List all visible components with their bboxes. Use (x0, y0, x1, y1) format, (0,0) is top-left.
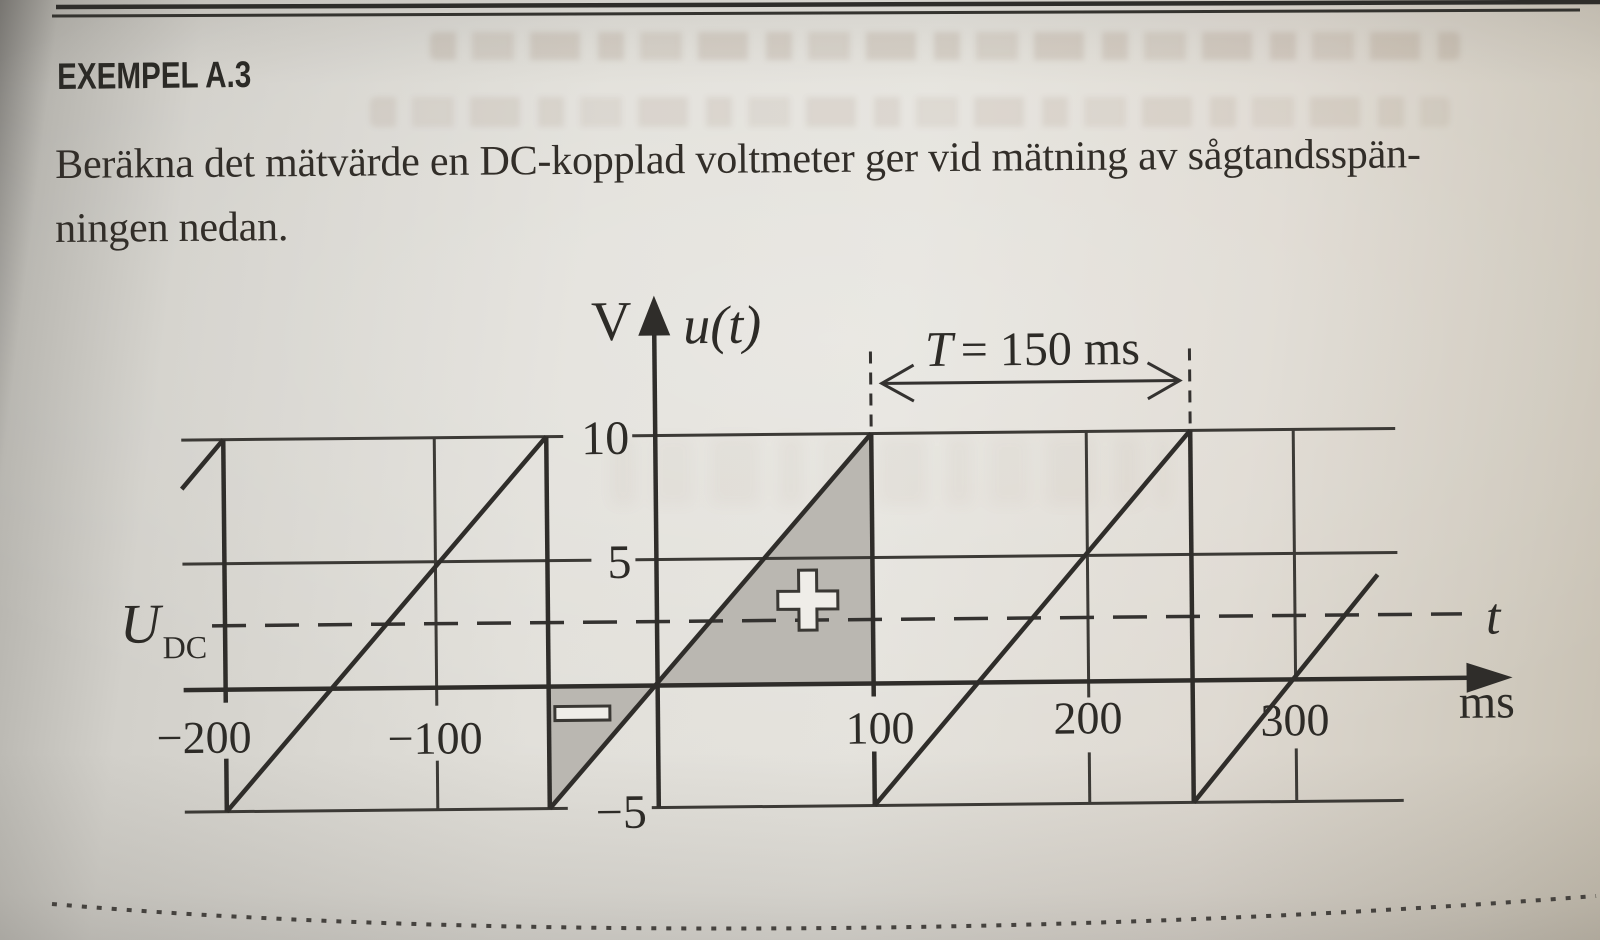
x-tick-300: 300 (1260, 694, 1330, 746)
page-bottom-dotted-rule (52, 896, 1596, 929)
example-heading: EXEMPEL A.3 (57, 53, 252, 97)
page-top-rule-2 (52, 10, 1580, 16)
t-axis-unit-label: ms (1458, 675, 1516, 729)
sawtooth-diagram (117, 282, 1516, 843)
x-tick-200: 200 (1053, 692, 1123, 744)
t-axis-label: t (1485, 588, 1501, 646)
period-label: T = 150 ms (924, 320, 1141, 377)
x-tick-neg200: −200 (156, 711, 252, 764)
y-axis-arrowhead-icon (638, 295, 670, 335)
y-tick-neg5: −5 (595, 785, 648, 840)
y-axis (654, 332, 659, 808)
problem-text-line-1: Beräkna det mätvärde en DC-kopplad voltmeter ger vid mätning av sågtandsspän- (54, 131, 1421, 188)
page-top-rule-1 (56, 2, 1600, 7)
minus-sign-icon (555, 706, 610, 721)
signal-label: u(t) (682, 294, 762, 356)
x-tick-100: 100 (845, 702, 915, 754)
problem-text-line-2: ningen nedan. (54, 204, 289, 252)
y-tick-10: 10 (580, 411, 630, 466)
x-tick-neg100: −100 (387, 712, 483, 765)
y-tick-5: 5 (607, 535, 632, 590)
y-axis-unit-label: V (590, 290, 632, 354)
udc-label: UDC (119, 593, 208, 666)
